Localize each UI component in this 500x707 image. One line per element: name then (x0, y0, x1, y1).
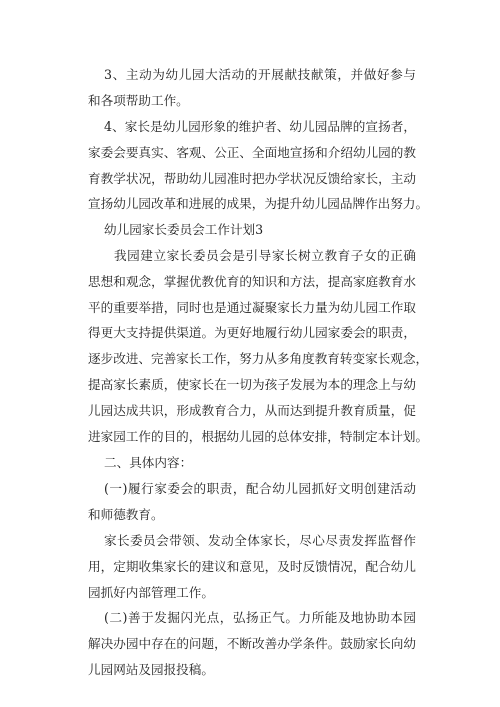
text-line: 解决办园中存在的问题，不断改善办学条件。鼓励家长向幼 (88, 635, 416, 651)
paragraph-point-1 (88, 476, 416, 528)
text-line: 提高家长素质，使家长在一切为孩子发展为本的理念上与幼 (88, 376, 416, 392)
text-line: 宣扬幼儿园改革和进展的成果，为提升幼儿园品牌作出努力。 (88, 196, 429, 212)
heading-text: 二、具体内容： (104, 455, 193, 470)
section-heading (88, 217, 416, 243)
text-line: (一)履行家委会的职责，配合幼儿园抓好文明创建活动 (104, 481, 416, 496)
paragraph-item-3 (88, 62, 416, 114)
text-line: 4、家长是幼儿园形象的维护者、幼儿园品牌的宣扬者， (104, 119, 416, 134)
text-line: 得更大支持提供渠道。为更好地履行幼儿园家委会的职责， (88, 325, 416, 341)
text-line: 和师德教育。 (88, 506, 164, 522)
text-line: 园抓好内部管理工作。 (88, 584, 214, 600)
text-line: 用，定期收集家长的建议和意见，及时反馈情况，配合幼儿 (88, 558, 416, 574)
paragraph-item-4 (88, 114, 429, 217)
heading-text: 幼儿园家长委员会工作计划3 (104, 222, 264, 237)
text-line: 进家园工作的目的，根据幼儿园的总体安排，特制定本计划。 (88, 428, 429, 444)
text-line: 我园建立家长委员会是引导家长树立教育子女的正确 (114, 248, 416, 263)
paragraph-point-2 (88, 605, 416, 682)
text-line: 家委会要真实、客观、公正、全面地宣扬和介绍幼儿园的教 (88, 144, 416, 160)
text-line: 逐步改进、完善家长工作，努力从多角度教育转变家长观念， (88, 351, 429, 367)
text-line: 儿园达成共识，形成教育合力，从而达到提升教育质量，促 (88, 402, 416, 418)
text-line: 儿园网站及园报投稿。 (88, 661, 214, 677)
text-line: 平的重要举措，同时也是通过凝聚家长力量为幼儿园工作取 (88, 299, 416, 315)
text-line: 家长委员会带领、发动全体家长，尽心尽责发挥监督作 (104, 533, 416, 548)
paragraph-committee (88, 528, 416, 605)
text-line: 育教学状况，帮助幼儿园准时把办学状况反馈给家长，主动 (88, 170, 416, 186)
text-line: 和各项帮助工作。 (88, 92, 189, 108)
paragraph-intro (88, 243, 429, 449)
text-line: 3、主动为幼儿园大活动的开展献技献策，并做好参与 (104, 67, 416, 82)
text-line: 思想和观念，掌握优教优育的知识和方法，提高家庭教育水 (88, 273, 416, 289)
text-line: (二)善于发掘闪光点，弘扬正气。力所能及地协助本园 (104, 610, 416, 625)
subsection-heading (88, 450, 416, 476)
